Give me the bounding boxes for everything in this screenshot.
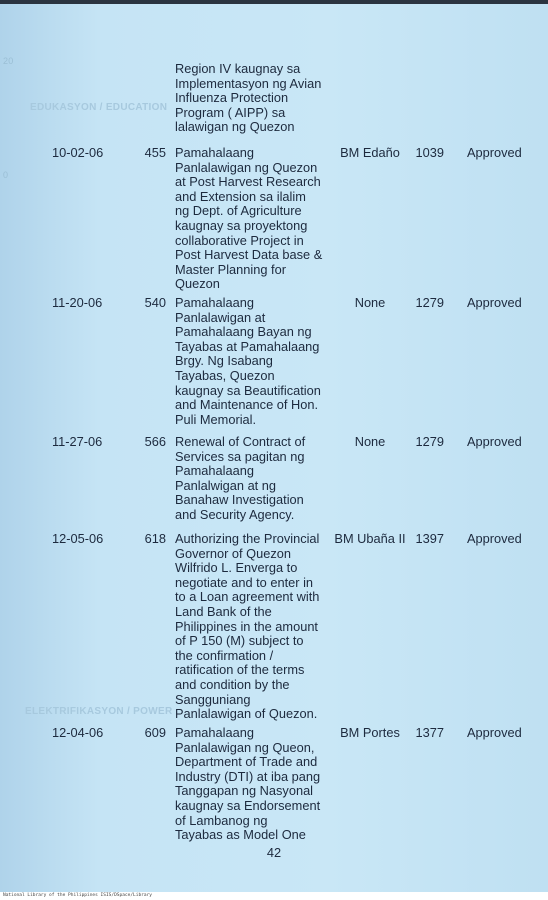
- row-resolution-number: 1397: [415, 531, 444, 546]
- row-resolution-number: 1377: [415, 725, 444, 740]
- row-date: 12-05-06: [52, 531, 104, 546]
- subject-line: of P 150 (M) subject to: [175, 633, 304, 649]
- subject-line: Tayabas at Pamahalaang: [175, 338, 320, 354]
- page-number: 42: [266, 845, 282, 860]
- row-date: 11-20-06: [52, 295, 103, 310]
- subject-line: and Security Agency.: [175, 506, 295, 522]
- subject-line: and Extension sa ilalim: [175, 188, 306, 204]
- subject-line: Tayabas, Quezon: [175, 367, 275, 383]
- scan-footer-strip: [0, 892, 548, 900]
- subject-line: collaborative Project in: [175, 232, 304, 248]
- bleed-heading-electrification: ELEKTRIFIKASYON / POWER: [25, 706, 173, 717]
- subject-line: Pamahalaang: [175, 145, 254, 160]
- row-subject: [175, 296, 341, 427]
- subject-line: at Post Harvest Research: [175, 174, 321, 190]
- row-subject: [175, 532, 341, 722]
- subject-line: Panlalawigan at: [175, 309, 266, 325]
- subject-line: Tayabas as Model One: [175, 827, 306, 843]
- subject-line: Panlalawigan of Quezon.: [175, 706, 318, 722]
- subject-line: negotiate and to enter in: [175, 574, 314, 590]
- row-subject: [175, 146, 341, 292]
- row-resolution-number: 1279: [415, 434, 444, 449]
- row-number: 609: [144, 725, 166, 740]
- row-status: Approved: [467, 145, 522, 160]
- subject-line: of Lambanog ng: [175, 812, 268, 828]
- subject-line: Industry (DTI) at iba pang: [175, 768, 321, 784]
- subject-line: Pamahalaang Bayan ng: [175, 324, 312, 340]
- subject-line: ratification of the terms: [175, 662, 305, 678]
- subject-line: kaugnay sa Endorsement: [175, 797, 321, 813]
- subject-line: Wilfrido L. Enverga to: [175, 560, 298, 576]
- subject-line: Influenza Protection: [175, 90, 289, 106]
- row-author: BM Ubaña II: [334, 531, 406, 546]
- subject-line: to a Loan agreement with: [175, 589, 320, 605]
- subject-line: and condition by the: [175, 676, 290, 692]
- subject-line: Services sa pagitan ng: [175, 448, 305, 464]
- subject-line: Department of Trade and: [175, 754, 318, 770]
- subject-line: Master Planning for: [175, 261, 286, 277]
- subject-line: Philippines in the amount: [175, 618, 318, 634]
- subject-line: Implementasyon ng Avian: [175, 75, 322, 91]
- subject-line: ng Dept. of Agriculture: [175, 203, 302, 219]
- row-number: 455: [144, 145, 166, 160]
- subject-line: and Maintenance of Hon.: [175, 397, 318, 413]
- row-number: 618: [144, 531, 166, 546]
- row-status: Approved: [467, 725, 522, 740]
- subject-line: Program ( AIPP) sa: [175, 104, 286, 120]
- subject-line: the confirmation /: [175, 647, 274, 663]
- bleed-side-mark-top: 20: [3, 56, 14, 66]
- intro-subject-continuation: [175, 62, 341, 135]
- bleed-heading-education: EDUKASYON / EDUCATION: [30, 102, 168, 113]
- subject-line: Pamahalaang: [175, 295, 254, 310]
- subject-line: Panlalawigan ng Quezon: [175, 159, 318, 175]
- subject-line: lalawigan ng Quezon: [175, 119, 295, 135]
- subject-line: Panlalawigan ng Queon,: [175, 739, 315, 755]
- row-status: Approved: [467, 434, 522, 449]
- bleed-side-mark-mid: 0: [3, 170, 9, 180]
- row-author: None: [354, 295, 386, 310]
- subject-line: Quezon: [175, 276, 220, 292]
- subject-line: Post Harvest Data base &: [175, 247, 323, 263]
- subject-line: Region IV kaugnay sa: [175, 61, 301, 76]
- row-number: 566: [144, 434, 166, 449]
- subject-line: Pamahalaang: [175, 725, 254, 740]
- row-resolution-number: 1279: [415, 295, 444, 310]
- row-author: BM Edaño: [340, 145, 400, 160]
- row-resolution-number: 1039: [415, 145, 444, 160]
- subject-line: Authorizing the Provincial: [175, 531, 320, 546]
- row-status: Approved: [467, 295, 522, 310]
- subject-line: Sangguniang: [175, 691, 251, 707]
- subject-line: Pamahalaang: [175, 463, 254, 479]
- document-page: [0, 4, 548, 892]
- subject-line: Land Bank of the: [175, 603, 272, 619]
- row-author: BM Portes: [340, 725, 400, 740]
- subject-line: Brgy. Ng Isabang: [175, 353, 273, 369]
- subject-line: kaugnay sa proyektong: [175, 217, 308, 233]
- subject-line: Panlalwigan at ng: [175, 477, 277, 493]
- row-author: None: [354, 434, 386, 449]
- row-subject: [175, 435, 341, 523]
- subject-line: Puli Memorial.: [175, 411, 257, 427]
- subject-line: Governor of Quezon: [175, 545, 291, 561]
- subject-line: Tanggapan ng Nasyonal: [175, 783, 314, 799]
- row-subject: [175, 726, 341, 843]
- subject-line: Banahaw Investigation: [175, 492, 304, 508]
- row-status: Approved: [467, 531, 522, 546]
- subject-line: Renewal of Contract of: [175, 434, 306, 449]
- row-date: 11-27-06: [52, 434, 103, 449]
- row-number: 540: [144, 295, 166, 310]
- subject-line: kaugnay sa Beautification: [175, 382, 321, 398]
- row-date: 10-02-06: [52, 145, 104, 160]
- row-date: 12-04-06: [52, 725, 104, 740]
- footer-text: National Library of the Philippines ISIS/DSpace/Library: [3, 893, 153, 898]
